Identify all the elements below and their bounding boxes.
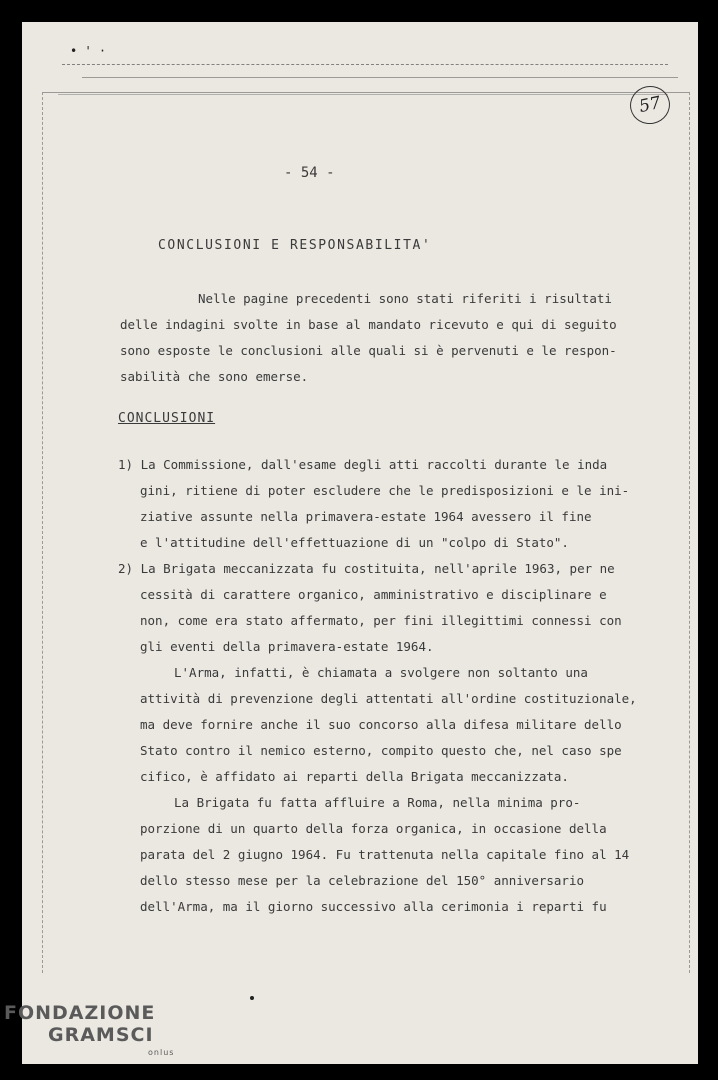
text-line: cifico, è affidato ai reparti della Brigata meccanizzata. xyxy=(140,769,569,784)
edge-line xyxy=(82,77,678,78)
text-line: L'Arma, infatti, è chiamata a svolgere non soltanto una xyxy=(174,665,588,680)
text-line: dello stesso mese per la celebrazione del 150° anniversario xyxy=(140,873,585,888)
archive-stamp-number: 57 xyxy=(626,82,673,127)
text-line: sabilità che sono emerse. xyxy=(120,369,309,384)
text-line: gli eventi della primavera-estate 1964. xyxy=(140,639,434,654)
watermark-line3: onlus xyxy=(148,1048,175,1057)
text-line: parata del 2 giugno 1964. Fu trattenuta nella capitale fino al 14 xyxy=(140,847,630,862)
text-line: cessità di carattere organico, amministrativo e disciplinare e xyxy=(140,587,607,602)
text-line: 2) La Brigata meccanizzata fu costituita, nell'aprile 1963, per ne xyxy=(118,561,615,576)
text-line: 1) La Commissione, dall'esame degli atti raccolti durante le inda xyxy=(118,457,608,472)
text-line: Stato contro il nemico esterno, compito questo che, nel caso spe xyxy=(140,743,622,758)
conclusions-list xyxy=(118,452,637,920)
section-heading: CONCLUSIONI xyxy=(118,411,216,426)
text-line: delle indagini svolte in base al mandato ricevuto e qui di seguito xyxy=(120,317,617,332)
punch-marks: • ' · xyxy=(70,44,107,58)
text-line: non, come era stato affermato, per fini illegittimi connessi con xyxy=(140,613,622,628)
ink-dot xyxy=(250,996,254,1000)
text-line: ma deve fornire anche il suo concorso alla difesa militare dello xyxy=(140,717,622,732)
document-page xyxy=(22,22,698,1064)
text-line: Nelle pagine precedenti sono stati riferiti i risultati xyxy=(198,291,612,306)
text-line: attività di prevenzione degli attentati all'ordine costituzionale, xyxy=(140,691,637,706)
watermark-line2: GRAMSCI xyxy=(48,1024,154,1046)
text-line: gini, ritiene di poter escludere che le predisposizioni e le ini- xyxy=(140,483,630,498)
text-line: ziative assunte nella primavera-estate 1964 avessero il fine xyxy=(140,509,592,524)
intro-paragraph xyxy=(120,286,617,390)
page-title: CONCLUSIONI E RESPONSABILITA' xyxy=(158,238,432,253)
watermark-logo xyxy=(4,1002,174,1064)
text-line: dell'Arma, ma il giorno successivo alla cerimonia i reparti fu xyxy=(140,899,607,914)
text-line: porzione di un quarto della forza organica, in occasione della xyxy=(140,821,607,836)
edge-line xyxy=(62,64,668,65)
text-line: sono esposte le conclusioni alle quali si è pervenuti e le respon- xyxy=(120,343,617,358)
page-number: - 54 - xyxy=(284,165,335,181)
watermark-line1: FONDAZIONE xyxy=(4,1002,156,1024)
text-line: La Brigata fu fatta affluire a Roma, nella minima pro- xyxy=(174,795,581,810)
text-line: e l'attitudine dell'effettuazione di un "colpo di Stato". xyxy=(140,535,569,550)
